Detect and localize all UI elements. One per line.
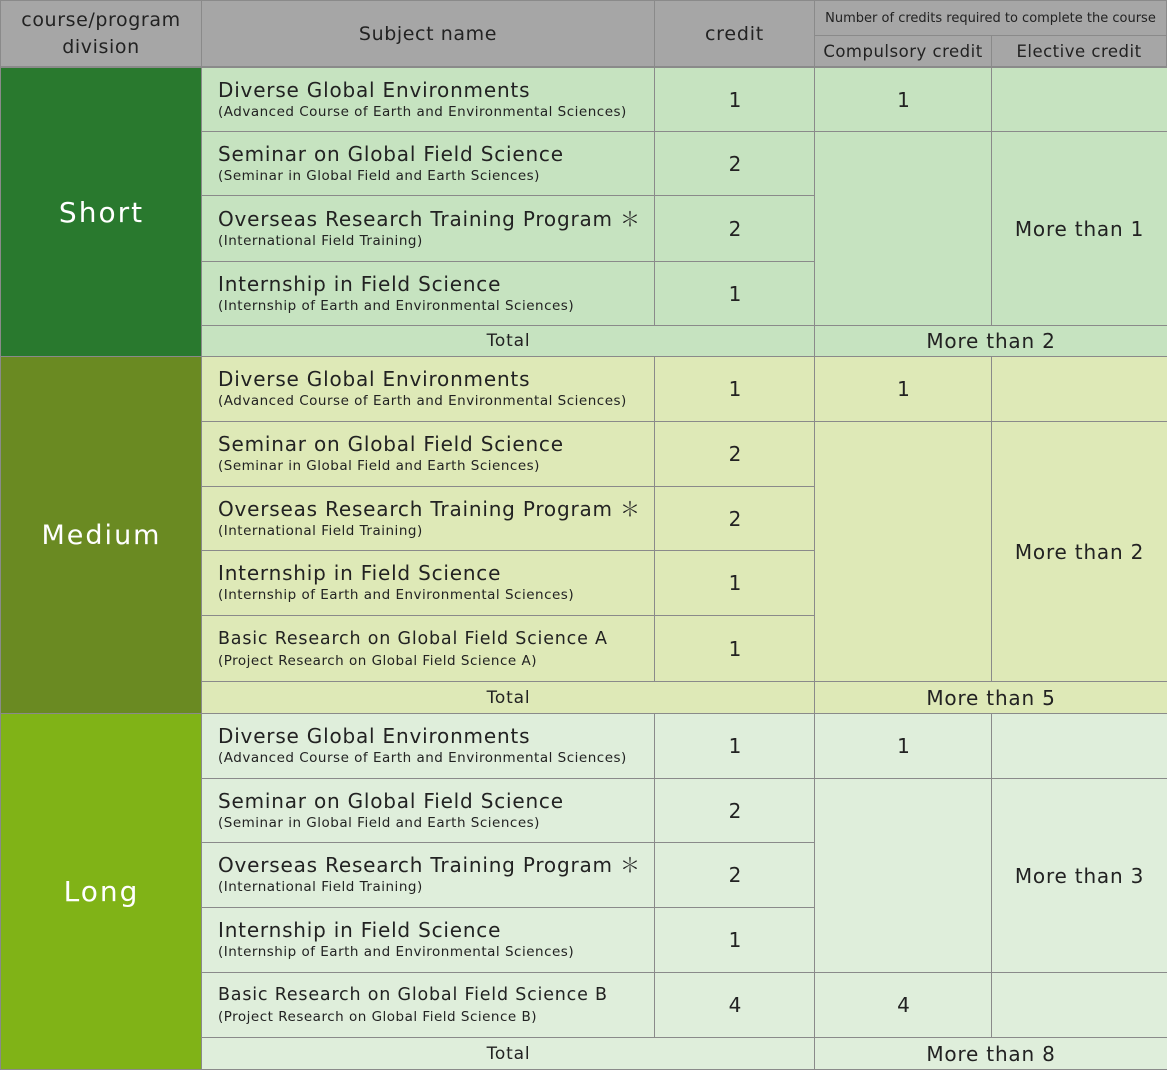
- credit-value: [654, 261, 816, 326]
- subject-cell: [201, 615, 656, 682]
- credit-value: [654, 550, 816, 616]
- subject-name: Basic Research on Global Field Science A: [218, 628, 608, 649]
- credit-value: [654, 67, 816, 132]
- compulsory-value: [814, 713, 993, 779]
- credit-value: [654, 356, 816, 422]
- credit-value: [654, 713, 816, 779]
- subject-cell: [201, 261, 656, 326]
- header-compulsory-credit: Compulsory credit: [814, 35, 992, 67]
- subject-subtitle: (Seminar in Global Field and Earth Sciences): [218, 814, 540, 831]
- subject-cell: [201, 972, 656, 1038]
- credit-number: 1: [728, 571, 742, 595]
- compulsory-number: 1: [897, 734, 910, 758]
- subject-name: Seminar on Global Field Science: [218, 788, 564, 813]
- credit-value: [654, 907, 816, 973]
- header-division: course/program division: [0, 0, 202, 67]
- subject-cell: [201, 131, 656, 196]
- division-long: [0, 713, 203, 1070]
- header-subject-name: Subject name: [201, 0, 655, 67]
- compulsory-value: [814, 356, 993, 422]
- division-label: Long: [63, 875, 140, 908]
- total-value: [814, 681, 1167, 714]
- subject-name: Seminar on Global Field Science: [218, 141, 564, 166]
- compulsory-empty: [814, 778, 993, 973]
- credit-number: 1: [728, 636, 742, 661]
- credit-number: 1: [728, 928, 742, 952]
- credit-value: [654, 131, 816, 196]
- credit-number: 2: [728, 216, 742, 241]
- compulsory-number: 1: [897, 377, 910, 401]
- total-value: [814, 1037, 1167, 1070]
- subject-subtitle: (Seminar in Global Field and Earth Sciences): [218, 458, 540, 474]
- elective-value: [991, 421, 1167, 682]
- credit-number: 2: [728, 863, 742, 887]
- header-elective-credit: Elective credit: [991, 35, 1167, 67]
- credit-value: [654, 421, 816, 487]
- subject-subtitle: (Advanced Course of Earth and Environmental Sciences): [218, 103, 627, 120]
- subject-subtitle: (Seminar in Global Field and Earth Sciences): [218, 167, 540, 184]
- subject-cell: [201, 550, 656, 616]
- subject-cell: [201, 713, 656, 779]
- credit-number: 2: [728, 798, 742, 823]
- subject-name: Internship in Field Science: [218, 918, 502, 942]
- subject-subtitle: (International Field Training): [218, 879, 423, 895]
- subject-name: Internship in Field Science: [218, 561, 502, 585]
- credit-value: [654, 486, 816, 551]
- subject-name: Basic Research on Global Field Science B: [218, 985, 608, 1005]
- credit-number: 1: [728, 281, 742, 306]
- total-label-text: Total: [486, 1043, 531, 1064]
- compulsory-empty: [814, 421, 993, 682]
- header-required-credits: Number of credits required to complete the course: [814, 0, 1167, 36]
- subject-subtitle: (International Field Training): [218, 232, 423, 249]
- subject-cell: [201, 486, 656, 551]
- subject-name: Overseas Research Training Program ＊: [218, 853, 641, 877]
- subject-name: Diverse Global Environments: [218, 724, 531, 748]
- credit-value: [654, 195, 816, 262]
- elective-empty: [991, 67, 1167, 132]
- subject-subtitle: (Advanced Course of Earth and Environmental Sciences): [218, 750, 627, 766]
- subject-subtitle: (Advanced Course of Earth and Environmental Sciences): [218, 393, 627, 409]
- compulsory-number: 1: [897, 87, 910, 112]
- subject-name: Internship in Field Science: [218, 271, 502, 296]
- subject-subtitle: (Project Research on Global Field Science B): [218, 1009, 538, 1025]
- subject-cell: [201, 421, 656, 487]
- credit-number: 2: [728, 506, 742, 531]
- subject-name: Seminar on Global Field Science: [218, 432, 564, 456]
- credit-number: 2: [728, 151, 742, 176]
- total-label-text: Total: [486, 331, 531, 351]
- subject-subtitle: (Internship of Earth and Environmental Sciences): [218, 297, 575, 314]
- total-value-text: More than 8: [926, 1041, 1056, 1066]
- elective-value: [991, 131, 1167, 326]
- elective-empty: [991, 972, 1167, 1038]
- division-short: [0, 67, 203, 357]
- subject-cell: [201, 356, 656, 422]
- compulsory-empty: [814, 131, 993, 326]
- credit-number: 1: [728, 87, 742, 112]
- division-label: Medium: [41, 519, 162, 551]
- division-medium: [0, 356, 203, 714]
- division-label: Short: [58, 195, 145, 229]
- credit-value: [654, 972, 816, 1038]
- subject-cell: [201, 778, 656, 843]
- subject-cell: [201, 195, 656, 262]
- elective-empty: [991, 356, 1167, 422]
- compulsory-number: 4: [897, 993, 910, 1017]
- total-value-text: More than 2: [926, 329, 1056, 353]
- subject-name: Diverse Global Environments: [218, 367, 531, 391]
- credit-value: [654, 842, 816, 908]
- credit-value: [654, 615, 816, 682]
- subject-name: Overseas Research Training Program ＊: [218, 206, 641, 231]
- subject-subtitle: (International Field Training): [218, 522, 423, 539]
- elective-text: More than 3: [1014, 863, 1145, 888]
- subject-subtitle: (Internship of Earth and Environmental Sciences): [218, 587, 575, 603]
- elective-empty: [991, 713, 1167, 779]
- total-label: [201, 1037, 816, 1070]
- credit-value: [654, 778, 816, 843]
- elective-value: [991, 778, 1167, 973]
- subject-name: Overseas Research Training Program ＊: [218, 496, 641, 521]
- total-label: [201, 325, 816, 357]
- compulsory-value: [814, 67, 993, 132]
- credit-number: 4: [728, 993, 742, 1017]
- elective-text: More than 1: [1014, 216, 1145, 241]
- subject-name: Diverse Global Environments: [218, 77, 531, 102]
- total-value-text: More than 5: [926, 685, 1056, 710]
- subject-cell: [201, 67, 656, 132]
- credit-number: 1: [728, 377, 742, 401]
- total-label-text: Total: [486, 687, 531, 708]
- subject-subtitle: (Project Research on Global Field Science A): [218, 652, 537, 669]
- subject-cell: [201, 907, 656, 973]
- subject-cell: [201, 842, 656, 908]
- total-value: [814, 325, 1167, 357]
- subject-subtitle: (Internship of Earth and Environmental Sciences): [218, 944, 575, 960]
- header-credit: credit: [654, 0, 815, 67]
- credit-number: 2: [728, 442, 742, 466]
- total-label: [201, 681, 816, 714]
- credit-number: 1: [728, 734, 742, 758]
- elective-text: More than 2: [1014, 539, 1145, 564]
- compulsory-value: [814, 972, 993, 1038]
